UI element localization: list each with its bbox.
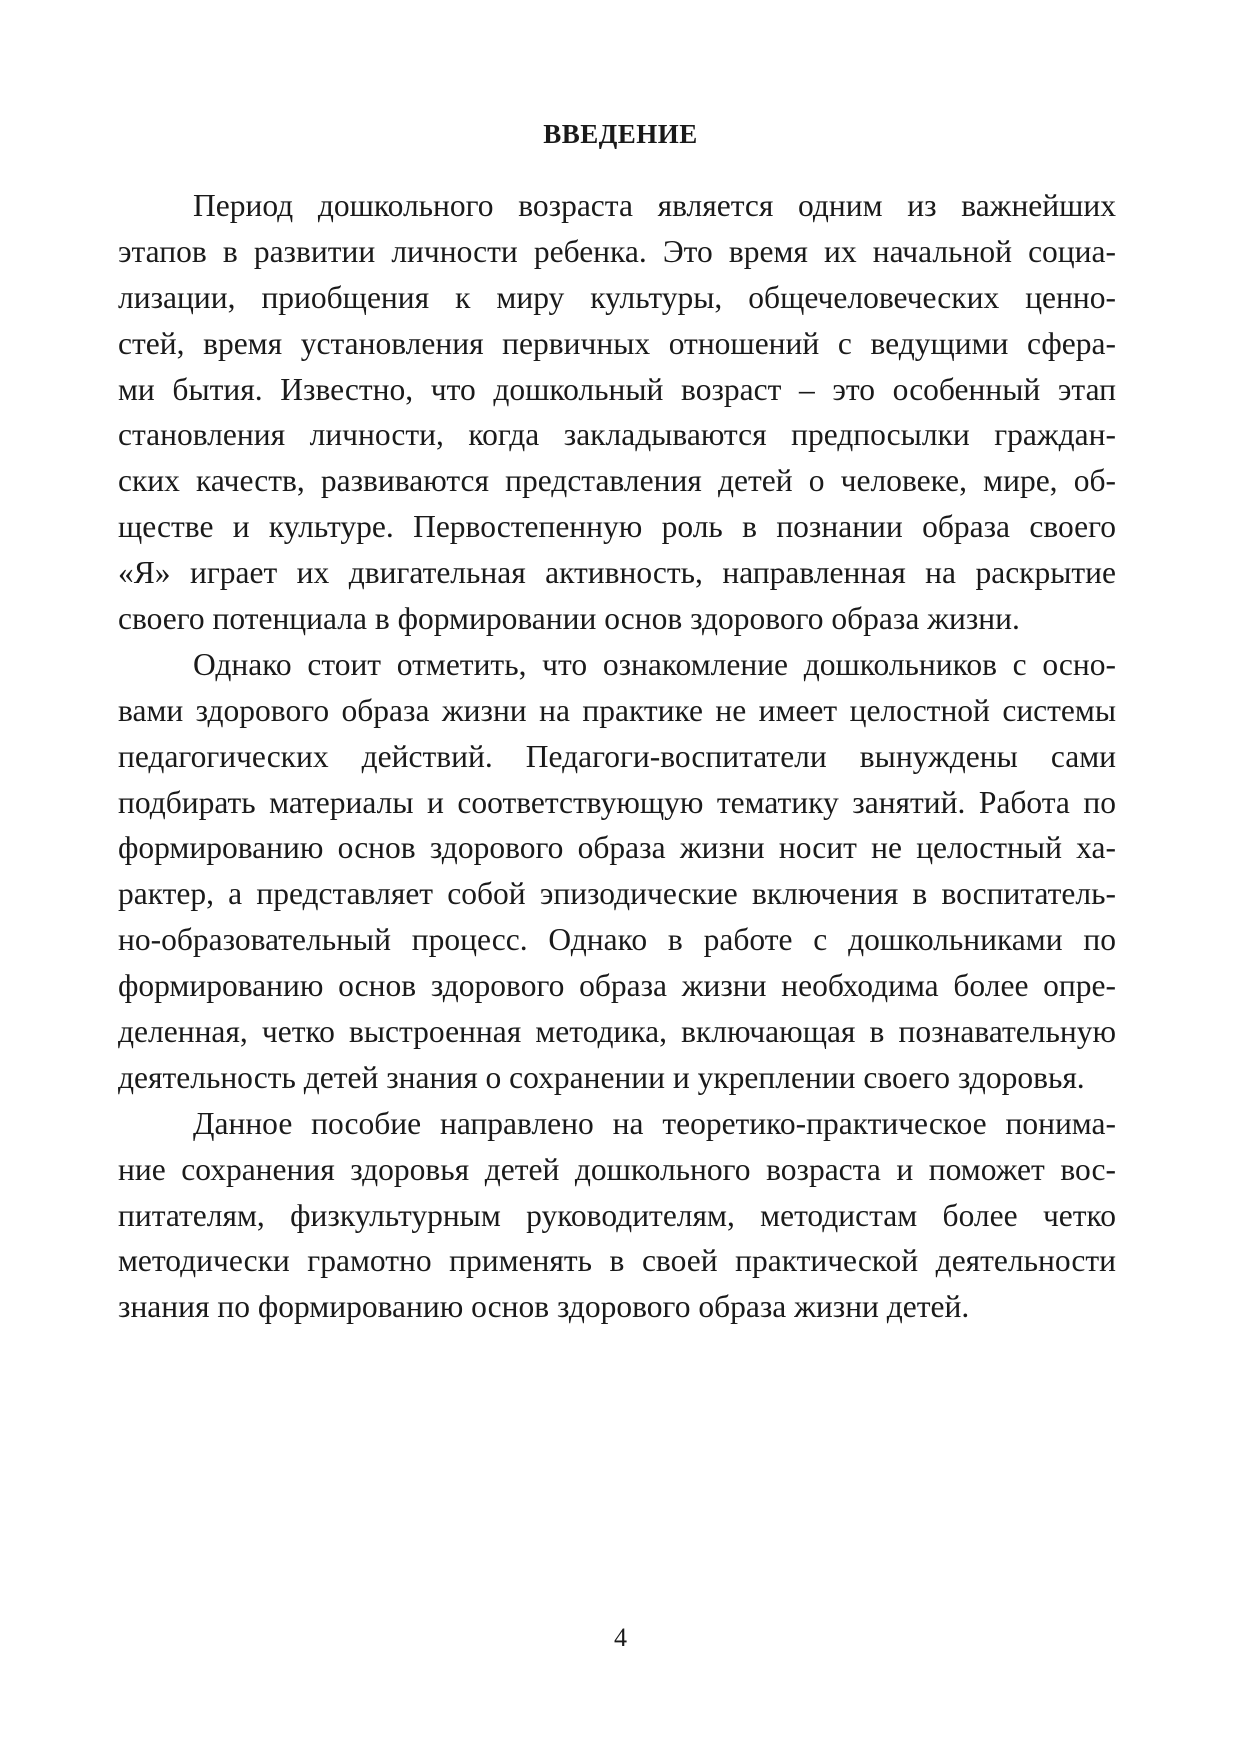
text-line: формированию основ здорового образа жизни необходима более опре- [118,968,1116,1004]
document-body [118,183,1116,1330]
text-line: этапов в развитии личности ребенка. Это время их начальной социа- [118,233,1116,269]
text-line: Однако стоит отметить, что ознакомление дошкольников с осно- [193,646,1116,682]
text-line: вами здорового образа жизни на практике не имеет целостной системы [118,692,1116,728]
text-line: Период дошкольного возраста является одним из важнейших [193,188,1116,223]
text-line: подбирать материалы и соответствующую тематику занятий. Работа по [118,784,1116,820]
paragraph-1 [118,183,1116,642]
text-line: ние сохранения здоровья детей дошкольного возраста и поможет вос- [118,1151,1116,1187]
paragraph-3 [118,1101,1116,1330]
text-line: «Я» играет их двигательная активность, направленная на раскрытие [118,555,1116,591]
text-line: деленная, четко выстроенная методика, включающая в познавательную [118,1014,1116,1050]
text-line: питателям, физкультурным руководителям, методистам более четко [118,1197,1116,1233]
section-title: ВВЕДЕНИЕ [543,119,698,149]
text-line: педагогических действий. Педагоги-воспитатели вынуждены сами [118,738,1116,774]
text-line: формированию основ здорового образа жизни носит не целостный ха- [118,830,1116,866]
text-line: Данное пособие направлено на теоретико-практическое понима- [193,1105,1116,1141]
text-line: стей, время установления первичных отношений с ведущими сфера- [118,325,1116,361]
paragraph-2 [118,642,1116,1101]
text-line: но-образовательный процесс. Однако в работе с дошкольниками по [118,922,1116,958]
text-line: становления личности, когда закладываются предпосылки граждан- [118,417,1116,453]
text-line: ских качеств, развиваются представления детей о человеке, мире, об- [118,463,1116,499]
text-line: методически грамотно применять в своей практической деятельности [118,1243,1116,1279]
text-line: ществе и культуре. Первостепенную роль в познании образа своего [118,509,1116,545]
text-line: рактер, а представляет собой эпизодические включения в воспитатель- [118,876,1116,912]
text-line: лизации, приобщения к миру культуры, общечеловеческих ценно- [118,279,1116,315]
text-line: ми бытия. Известно, что дошкольный возраст – это особенный этап [118,371,1116,407]
text-line: знания по формированию основ здорового образа жизни детей. [118,1289,970,1325]
text-line: своего потенциала в формировании основ здорового образа жизни. [118,601,1020,637]
page-number: 4 [614,1623,627,1652]
text-line: деятельность детей знания о сохранении и укреплении своего здоровья. [118,1059,1085,1095]
